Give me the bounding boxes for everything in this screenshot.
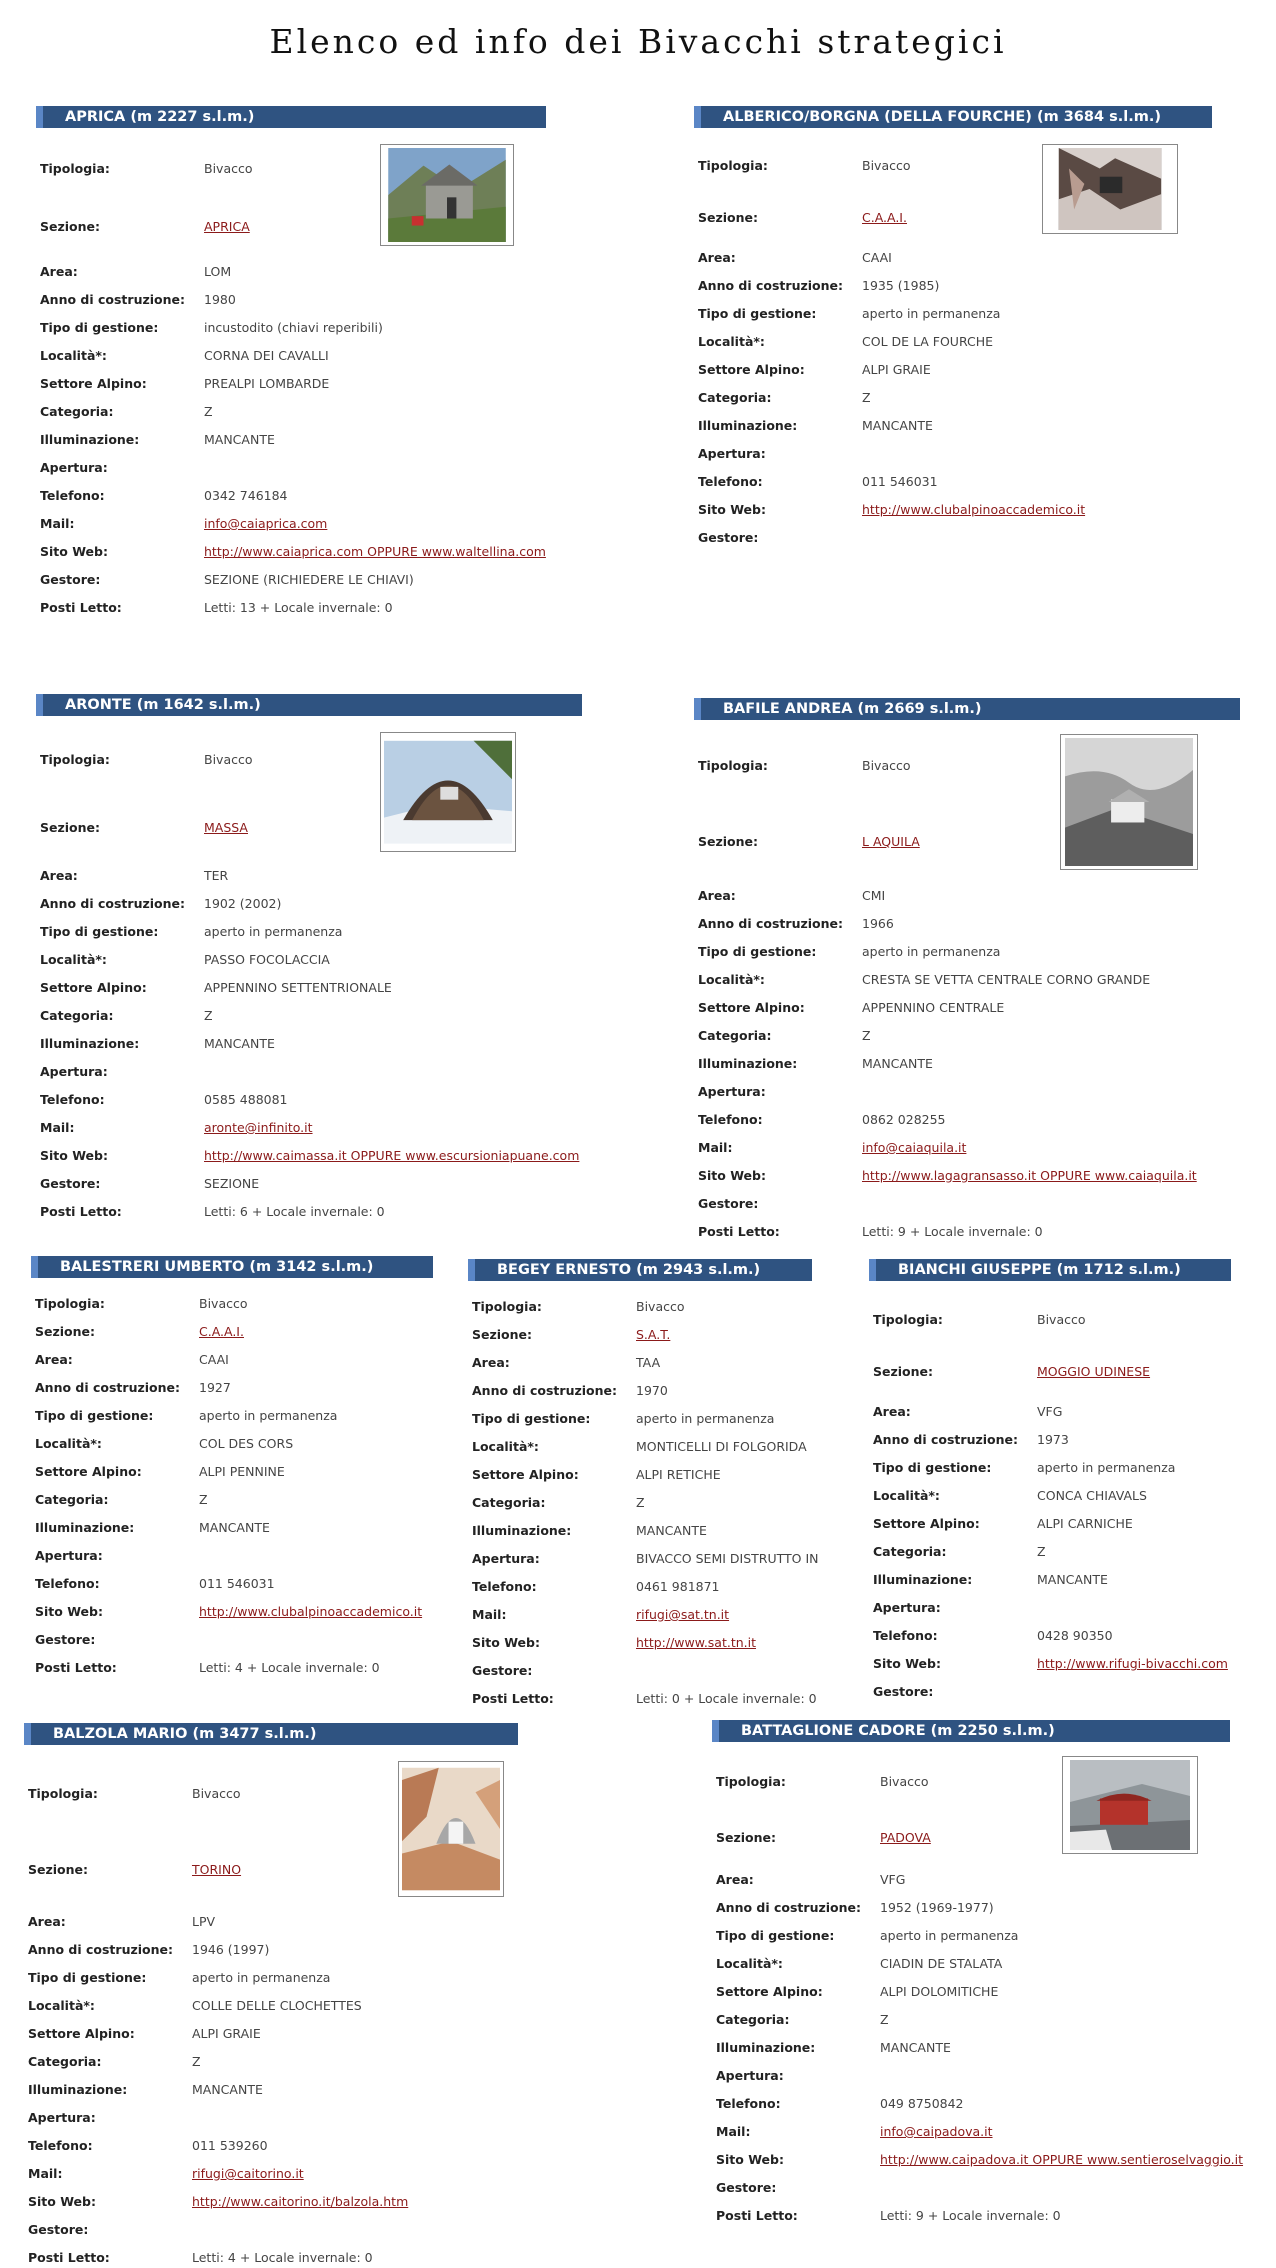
- bivacco-title: BALESTRERI UMBERTO (m 3142 s.l.m.): [31, 1256, 433, 1278]
- field-label: Sezione:: [28, 1862, 89, 1877]
- field-label: Sito Web:: [716, 2152, 784, 2167]
- field-label: Anno di costruzione:: [716, 1900, 861, 1915]
- field-label: Posti Letto:: [716, 2208, 798, 2223]
- field-label: Sito Web:: [40, 1148, 108, 1163]
- field-value-anno: 1966: [862, 916, 894, 931]
- field-label: Sezione:: [698, 210, 759, 225]
- field-value-illuminazione: MANCANTE: [636, 1523, 707, 1538]
- field-label: Categoria:: [873, 1544, 947, 1559]
- field-link-mail[interactable]: rifugi@caitorino.it: [192, 2166, 304, 2181]
- field-label: Località*:: [873, 1488, 940, 1503]
- field-label: Gestore:: [35, 1632, 96, 1647]
- field-value-gestione: aperto in permanenza: [1037, 1460, 1176, 1475]
- field-value-gestione: aperto in permanenza: [199, 1408, 338, 1423]
- field-link-sito[interactable]: http://www.caipadova.it OPPURE www.sentieroselvaggio.it: [880, 2152, 1244, 2167]
- field-label: Illuminazione:: [698, 1056, 798, 1071]
- field-value-gestione: incustodito (chiavi reperibili): [204, 320, 383, 335]
- bivacco-title: ALBERICO/BORGNA (DELLA FOURCHE) (m 3684 s.l.m.): [694, 106, 1212, 128]
- field-value-area: TAA: [636, 1355, 661, 1370]
- field-value-categoria: Z: [880, 2012, 889, 2027]
- field-value-illuminazione: MANCANTE: [204, 1036, 275, 1051]
- field-value-anno: 1902 (2002): [204, 896, 282, 911]
- field-value-posti: Letti: 9 + Locale invernale: 0: [862, 1224, 1043, 1239]
- bivacco-title: BAFILE ANDREA (m 2669 s.l.m.): [694, 698, 1240, 720]
- field-label: Tipo di gestione:: [472, 1411, 591, 1426]
- field-value-area: CAAI: [199, 1352, 229, 1367]
- field-value-tipologia: Bivacco: [862, 158, 911, 173]
- field-value-telefono: 011 539260: [192, 2138, 268, 2153]
- field-link-sezione[interactable]: TORINO: [192, 1862, 242, 1877]
- field-label: Illuminazione:: [698, 418, 798, 433]
- field-label: Anno di costruzione:: [28, 1942, 173, 1957]
- field-label: Apertura:: [472, 1551, 540, 1566]
- field-link-sito[interactable]: http://www.clubalpinoaccademico.it: [199, 1604, 423, 1619]
- field-link-mail[interactable]: rifugi@sat.tn.it: [636, 1607, 730, 1622]
- field-value-illuminazione: MANCANTE: [192, 2082, 263, 2097]
- field-label: Illuminazione:: [35, 1520, 135, 1535]
- field-value-settore: ALPI CARNICHE: [1037, 1516, 1133, 1531]
- field-label: Sito Web:: [40, 544, 108, 559]
- field-label: Posti Letto:: [28, 2250, 110, 2265]
- field-value-gestione: aperto in permanenza: [880, 1928, 1019, 1943]
- field-label: Posti Letto:: [40, 1204, 122, 1219]
- field-label: Sito Web:: [35, 1604, 103, 1619]
- field-label: Tipologia:: [472, 1299, 542, 1314]
- field-label: Area:: [716, 1872, 754, 1887]
- field-label: Settore Alpino:: [472, 1467, 579, 1482]
- field-value-apertura: BIVACCO SEMI DISTRUTTO IN: [636, 1551, 819, 1566]
- field-value-gestione: aperto in permanenza: [192, 1970, 331, 1985]
- bivacco-title: BATTAGLIONE CADORE (m 2250 s.l.m.): [712, 1720, 1230, 1742]
- field-label: Sezione:: [35, 1324, 96, 1339]
- field-value-tipologia: Bivacco: [862, 758, 911, 773]
- field-label: Località*:: [40, 348, 107, 363]
- field-label: Area:: [873, 1404, 911, 1419]
- field-value-settore: APPENNINO CENTRALE: [862, 1000, 1005, 1015]
- field-label: Area:: [35, 1352, 73, 1367]
- field-link-sito[interactable]: http://www.sat.tn.it: [636, 1635, 757, 1650]
- field-value-area: LPV: [192, 1914, 216, 1929]
- field-label: Area:: [40, 868, 78, 883]
- field-label: Sezione:: [716, 1830, 777, 1845]
- hut-photo: [380, 144, 514, 246]
- field-link-sito[interactable]: http://www.lagagransasso.it OPPURE www.caiaquila.it: [862, 1168, 1197, 1183]
- field-label: Gestore:: [40, 572, 101, 587]
- field-value-illuminazione: MANCANTE: [862, 418, 933, 433]
- field-label: Sezione:: [698, 834, 759, 849]
- field-label: Sito Web:: [28, 2194, 96, 2209]
- field-link-sito[interactable]: http://www.rifugi-bivacchi.com: [1037, 1656, 1228, 1671]
- field-value-settore: PREALPI LOMBARDE: [204, 376, 330, 391]
- field-link-sito[interactable]: http://www.caiaprica.com OPPURE www.waltellina.com: [204, 544, 546, 559]
- field-link-sezione[interactable]: APRICA: [204, 219, 250, 234]
- field-label: Posti Letto:: [35, 1660, 117, 1675]
- field-value-gestore: SEZIONE: [204, 1176, 260, 1191]
- field-label: Gestore:: [472, 1663, 533, 1678]
- field-label: Area:: [28, 1914, 66, 1929]
- field-value-settore: ALPI GRAIE: [192, 2026, 261, 2041]
- field-value-telefono: 011 546031: [199, 1576, 275, 1591]
- field-label: Località*:: [35, 1436, 102, 1451]
- field-label: Settore Alpino:: [716, 1984, 823, 1999]
- field-label: Gestore:: [716, 2180, 777, 2195]
- field-value-tipologia: Bivacco: [204, 161, 253, 176]
- field-value-posti: Letti: 6 + Locale invernale: 0: [204, 1204, 385, 1219]
- field-label: Illuminazione:: [873, 1572, 973, 1587]
- field-label: Località*:: [698, 334, 765, 349]
- field-link-sito[interactable]: http://www.clubalpinoaccademico.it: [862, 502, 1086, 517]
- field-label: Gestore:: [873, 1684, 934, 1699]
- field-label: Tipologia:: [28, 1786, 98, 1801]
- field-label: Sito Web:: [873, 1656, 941, 1671]
- field-label: Tipologia:: [40, 161, 110, 176]
- field-link-sezione[interactable]: PADOVA: [880, 1830, 931, 1845]
- field-value-tipologia: Bivacco: [1037, 1312, 1086, 1327]
- field-label: Posti Letto:: [40, 600, 122, 615]
- bivacco-title: BEGEY ERNESTO (m 2943 s.l.m.): [468, 1259, 812, 1281]
- field-label: Categoria:: [698, 1028, 772, 1043]
- field-value-localita: COL DE LA FOURCHE: [862, 334, 994, 349]
- field-value-tipologia: Bivacco: [192, 1786, 241, 1801]
- field-label: Sito Web:: [698, 1168, 766, 1183]
- field-value-anno: 1973: [1037, 1432, 1069, 1447]
- field-label: Illuminazione:: [472, 1523, 572, 1538]
- bivacco-title: BALZOLA MARIO (m 3477 s.l.m.): [24, 1723, 518, 1745]
- field-label: Telefono:: [40, 488, 105, 503]
- field-label: Tipologia:: [35, 1296, 105, 1311]
- field-value-anno: 1946 (1997): [192, 1942, 270, 1957]
- field-label: Tipo di gestione:: [40, 320, 159, 335]
- field-label: Tipologia:: [698, 758, 768, 773]
- field-value-settore: ALPI PENNINE: [199, 1464, 285, 1479]
- field-label: Categoria:: [40, 1008, 114, 1023]
- field-value-categoria: Z: [1037, 1544, 1046, 1559]
- field-link-sezione[interactable]: C.A.A.I.: [199, 1324, 244, 1339]
- field-value-anno: 1970: [636, 1383, 668, 1398]
- field-link-sezione[interactable]: MASSA: [204, 820, 248, 835]
- field-value-categoria: Z: [192, 2054, 201, 2069]
- field-label: Posti Letto:: [472, 1691, 554, 1706]
- field-label: Settore Alpino:: [698, 1000, 805, 1015]
- field-value-anno: 1952 (1969-1977): [880, 1900, 994, 1915]
- field-link-mail[interactable]: aronte@infinito.it: [204, 1120, 313, 1135]
- field-label: Settore Alpino:: [35, 1464, 142, 1479]
- field-value-tipologia: Bivacco: [636, 1299, 685, 1314]
- field-label: Gestore:: [698, 1196, 759, 1211]
- field-link-sezione[interactable]: L AQUILA: [862, 834, 920, 849]
- field-label: Località*:: [698, 972, 765, 987]
- field-value-gestione: aperto in permanenza: [862, 944, 1001, 959]
- field-label: Tipo di gestione:: [40, 924, 159, 939]
- field-label: Apertura:: [40, 460, 108, 475]
- field-label: Tipologia:: [716, 1774, 786, 1789]
- field-value-posti: Letti: 9 + Locale invernale: 0: [880, 2208, 1061, 2223]
- field-value-anno: 1980: [204, 292, 236, 307]
- field-value-localita: CORNA DEI CAVALLI: [204, 348, 329, 363]
- field-label: Mail:: [40, 516, 75, 531]
- field-label: Categoria:: [28, 2054, 102, 2069]
- field-label: Tipo di gestione:: [35, 1408, 154, 1423]
- field-value-gestore: SEZIONE (RICHIEDERE LE CHIAVI): [204, 572, 414, 587]
- field-value-settore: ALPI RETICHE: [636, 1467, 721, 1482]
- field-label: Anno di costruzione:: [40, 292, 185, 307]
- field-label: Categoria:: [472, 1495, 546, 1510]
- field-value-telefono: 0585 488081: [204, 1092, 288, 1107]
- field-label: Mail:: [472, 1607, 507, 1622]
- field-value-posti: Letti: 13 + Locale invernale: 0: [204, 600, 393, 615]
- field-label: Anno di costruzione:: [35, 1380, 180, 1395]
- bivacco-title: APRICA (m 2227 s.l.m.): [36, 106, 546, 128]
- field-value-anno: 1927: [199, 1380, 231, 1395]
- field-value-illuminazione: MANCANTE: [880, 2040, 951, 2055]
- field-value-settore: ALPI DOLOMITICHE: [880, 1984, 999, 1999]
- field-label: Località*:: [716, 1956, 783, 1971]
- field-label: Anno di costruzione:: [873, 1432, 1018, 1447]
- field-value-settore: ALPI GRAIE: [862, 362, 931, 377]
- field-label: Telefono:: [698, 474, 763, 489]
- field-label: Gestore:: [28, 2222, 89, 2237]
- field-label: Apertura:: [716, 2068, 784, 2083]
- field-value-localita: COL DES CORS: [199, 1436, 294, 1451]
- hut-photo: [380, 732, 516, 852]
- field-value-illuminazione: MANCANTE: [199, 1520, 270, 1535]
- field-label: Posti Letto:: [698, 1224, 780, 1239]
- field-label: Anno di costruzione:: [698, 916, 843, 931]
- field-label: Categoria:: [716, 2012, 790, 2027]
- field-label: Settore Alpino:: [698, 362, 805, 377]
- field-link-sezione[interactable]: S.A.T.: [636, 1327, 671, 1342]
- field-link-mail[interactable]: info@caiaprica.com: [204, 516, 328, 531]
- field-label: Tipologia:: [873, 1312, 943, 1327]
- field-value-tipologia: Bivacco: [199, 1296, 248, 1311]
- field-label: Sezione:: [40, 219, 101, 234]
- field-label: Illuminazione:: [40, 432, 140, 447]
- field-label: Settore Alpino:: [873, 1516, 980, 1531]
- field-value-categoria: Z: [204, 404, 213, 419]
- field-label: Sezione:: [873, 1364, 934, 1379]
- field-label: Apertura:: [698, 446, 766, 461]
- field-value-categoria: Z: [862, 390, 871, 405]
- page-title: Elenco ed info dei Bivacchi strategici: [269, 22, 1007, 61]
- hut-photo: [1042, 144, 1178, 234]
- field-label: Apertura:: [35, 1548, 103, 1563]
- field-value-tipologia: Bivacco: [880, 1774, 929, 1789]
- field-label: Telefono:: [698, 1112, 763, 1127]
- field-value-telefono: 0428 90350: [1037, 1628, 1113, 1643]
- field-label: Apertura:: [698, 1084, 766, 1099]
- field-value-localita: PASSO FOCOLACCIA: [204, 952, 330, 967]
- field-label: Località*:: [472, 1439, 539, 1454]
- field-label: Illuminazione:: [716, 2040, 816, 2055]
- field-label: Telefono:: [35, 1576, 100, 1591]
- field-label: Località*:: [40, 952, 107, 967]
- field-label: Località*:: [28, 1998, 95, 2013]
- field-link-mail[interactable]: info@caipadova.it: [880, 2124, 993, 2139]
- field-value-telefono: 0342 746184: [204, 488, 288, 503]
- field-value-area: LOM: [204, 264, 232, 279]
- field-value-settore: APPENNINO SETTENTRIONALE: [204, 980, 392, 995]
- field-value-localita: CIADIN DE STALATA: [880, 1956, 1003, 1971]
- field-label: Mail:: [716, 2124, 751, 2139]
- field-label: Illuminazione:: [40, 1036, 140, 1051]
- field-value-posti: Letti: 0 + Locale invernale: 0: [636, 1691, 817, 1706]
- field-label: Gestore:: [40, 1176, 101, 1191]
- field-value-posti: Letti: 4 + Locale invernale: 0: [199, 1660, 380, 1675]
- hut-photo: [398, 1761, 504, 1897]
- field-label: Mail:: [40, 1120, 75, 1135]
- field-link-sezione[interactable]: C.A.A.I.: [862, 210, 907, 225]
- field-label: Telefono:: [28, 2138, 93, 2153]
- field-label: Settore Alpino:: [40, 376, 147, 391]
- field-value-illuminazione: MANCANTE: [1037, 1572, 1108, 1587]
- field-label: Categoria:: [35, 1492, 109, 1507]
- field-label: Illuminazione:: [28, 2082, 128, 2097]
- field-value-telefono: 0461 981871: [636, 1579, 720, 1594]
- field-link-sezione[interactable]: MOGGIO UDINESE: [1037, 1364, 1151, 1379]
- field-label: Tipo di gestione:: [716, 1928, 835, 1943]
- field-label: Telefono:: [472, 1579, 537, 1594]
- field-label: Settore Alpino:: [28, 2026, 135, 2041]
- field-label: Sezione:: [40, 820, 101, 835]
- field-label: Sito Web:: [698, 502, 766, 517]
- field-value-gestione: aperto in permanenza: [862, 306, 1001, 321]
- field-value-localita: CONCA CHIAVALS: [1037, 1488, 1147, 1503]
- field-value-localita: COLLE DELLE CLOCHETTES: [192, 1998, 362, 2013]
- field-link-mail[interactable]: info@caiaquila.it: [862, 1140, 967, 1155]
- bivacco-title: ARONTE (m 1642 s.l.m.): [36, 694, 582, 716]
- field-label: Tipo di gestione:: [698, 944, 817, 959]
- field-label: Settore Alpino:: [40, 980, 147, 995]
- field-value-localita: CRESTA SE VETTA CENTRALE CORNO GRANDE: [862, 972, 1151, 987]
- field-value-gestione: aperto in permanenza: [204, 924, 343, 939]
- field-label: Tipo di gestione:: [873, 1460, 992, 1475]
- field-value-categoria: Z: [636, 1495, 645, 1510]
- field-label: Tipo di gestione:: [698, 306, 817, 321]
- field-value-area: TER: [204, 868, 229, 883]
- field-label: Area:: [40, 264, 78, 279]
- field-label: Categoria:: [698, 390, 772, 405]
- field-link-sito[interactable]: http://www.caitorino.it/balzola.htm: [192, 2194, 409, 2209]
- field-label: Tipologia:: [698, 158, 768, 173]
- field-label: Area:: [698, 888, 736, 903]
- field-label: Area:: [698, 250, 736, 265]
- field-label: Mail:: [698, 1140, 733, 1155]
- field-label: Sezione:: [472, 1327, 533, 1342]
- field-link-sito[interactable]: http://www.caimassa.it OPPURE www.escursioniapuane.com: [204, 1148, 580, 1163]
- field-value-anno: 1935 (1985): [862, 278, 940, 293]
- field-label: Tipo di gestione:: [28, 1970, 147, 1985]
- field-label: Anno di costruzione:: [698, 278, 843, 293]
- hut-photo: [1062, 1756, 1198, 1854]
- field-value-illuminazione: MANCANTE: [204, 432, 275, 447]
- field-value-tipologia: Bivacco: [204, 752, 253, 767]
- field-value-telefono: 0862 028255: [862, 1112, 946, 1127]
- field-value-area: VFG: [1037, 1404, 1063, 1419]
- field-value-area: CMI: [862, 888, 886, 903]
- field-value-categoria: Z: [204, 1008, 213, 1023]
- field-value-localita: MONTICELLI DI FOLGORIDA: [636, 1439, 807, 1454]
- field-label: Area:: [472, 1355, 510, 1370]
- field-value-posti: Letti: 4 + Locale invernale: 0: [192, 2250, 373, 2265]
- field-value-area: VFG: [880, 1872, 906, 1887]
- field-label: Telefono:: [40, 1092, 105, 1107]
- field-label: Anno di costruzione:: [472, 1383, 617, 1398]
- field-label: Apertura:: [28, 2110, 96, 2125]
- hut-photo: [1060, 734, 1198, 870]
- field-label: Apertura:: [40, 1064, 108, 1079]
- field-label: Sito Web:: [472, 1635, 540, 1650]
- field-label: Gestore:: [698, 530, 759, 545]
- field-value-categoria: Z: [199, 1492, 208, 1507]
- field-label: Telefono:: [716, 2096, 781, 2111]
- field-label: Categoria:: [40, 404, 114, 419]
- field-label: Telefono:: [873, 1628, 938, 1643]
- field-label: Anno di costruzione:: [40, 896, 185, 911]
- field-value-gestione: aperto in permanenza: [636, 1411, 775, 1426]
- bivacco-title: BIANCHI GIUSEPPE (m 1712 s.l.m.): [869, 1259, 1231, 1281]
- field-value-area: CAAI: [862, 250, 892, 265]
- field-label: Mail:: [28, 2166, 63, 2181]
- field-value-categoria: Z: [862, 1028, 871, 1043]
- field-value-telefono: 011 546031: [862, 474, 938, 489]
- field-value-illuminazione: MANCANTE: [862, 1056, 933, 1071]
- field-label: Apertura:: [873, 1600, 941, 1615]
- field-value-telefono: 049 8750842: [880, 2096, 964, 2111]
- field-label: Tipologia:: [40, 752, 110, 767]
